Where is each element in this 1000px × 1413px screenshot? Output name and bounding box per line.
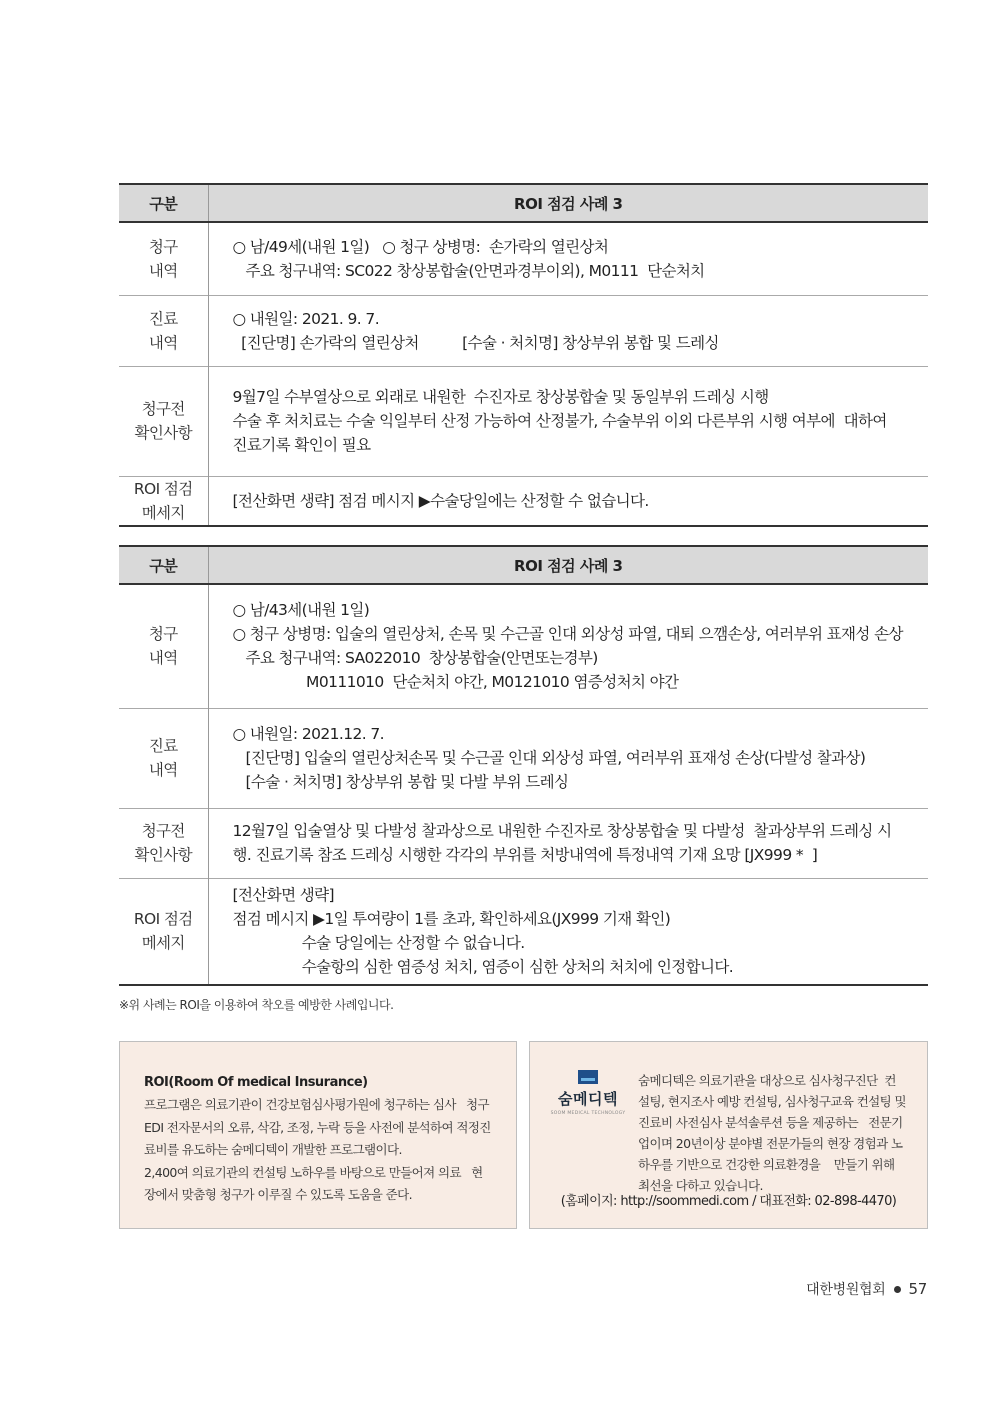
roi-info-line: 2,400여 의료기관의 컨설팅 노하우를 바탕으로 만들어져 의료 현 xyxy=(144,1164,483,1180)
row-label: 진료 내역 xyxy=(119,708,208,808)
header-category: 구분 xyxy=(119,546,208,584)
roi-warning-message: [전산화면 생략] 점검 메시지 ▶1일 투여량이 1를 초과, 확인하세요(JX999 기재 확인) 수술 당일에는 산정할 수 없습니다. 수술항의 심한 염증성 처치, 염증이 심한 상처의 처치에 인정합니다. xyxy=(232,886,734,977)
row-label: 청구전 확인사항 xyxy=(119,808,208,878)
row-label: 청구전 확인사항 xyxy=(119,366,208,476)
row-content: 9월7일 수부열상으로 외래로 내원한 수진자로 창상봉합술 및 동일부위 드레싱 시행 수술 후 처치료는 수술 익일부터 산정 가능하여 산정불가, 수술부위 이외 다른부위 시행 여부에 대하여 진료기록 확인이 필요 xyxy=(232,388,887,454)
row-content: ○ 내원일: 2021. 9. 7. [진단명] 손가락의 열린상처 [수술 · 처치명] 창상부위 봉합 및 드레싱 xyxy=(232,309,719,352)
header-category: 구분 xyxy=(119,184,208,222)
roi-info-line: 료비를 유도하는 숨메디텍이 개발한 프로그램이다. xyxy=(144,1142,402,1157)
row-label: 진료 내역 xyxy=(119,295,208,366)
row-label: 청구 내역 xyxy=(119,222,208,295)
page-number: 57 xyxy=(908,1280,927,1298)
case-table-1 xyxy=(119,183,928,527)
row-content: ○ 남/49세(내원 1일) ○ 청구 상병명: 손가락의 열린상처 주요 청구내역: SC022 창상봉합술(안면과경부이외), M0111 단순처치 xyxy=(232,237,705,280)
row-content: 12월7일 입술열상 및 다발성 찰과상으로 내원한 수진자로 창상봉합술 및 다발성 찰과상부위 드레싱 시 행. 진료기록 참조 드레싱 시행한 각각의 부위를 처방내역에 특정내역 기재 요망 [JX999 * ] xyxy=(232,822,892,864)
roi-info-line: EDI 전자문서의 오류, 삭감, 조정, 누락 등을 사전에 분석하여 적정진 xyxy=(144,1119,491,1135)
roi-info-title: ROI(Room Of medical Insurance) xyxy=(144,1075,368,1090)
row-content: ○ 남/43세(내원 1일) ○ 청구 상병명: 입술의 열린상처, 손목 및 수근골 인대 외상성 파열, 대퇴 으깸손상, 여러부위 표재성 손상 주요 청구내역: SA022010 창상봉합술(안면또는경부) M0111010 단순처치 야간, M0121010 염증성처치 야간 xyxy=(232,601,903,692)
logo-subtitle: SOOM MEDICAL TECHNOLOGY xyxy=(550,1111,626,1116)
table-header-row xyxy=(119,184,928,222)
table-header-row xyxy=(119,546,928,584)
row-pre-claim-check xyxy=(119,366,928,476)
case-table-2 xyxy=(119,545,928,986)
page-footer xyxy=(806,1279,927,1299)
row-treatment-details xyxy=(119,708,928,808)
footnote: ※위 사례는 ROI을 이용하여 착오를 예방한 사례입니다. xyxy=(119,998,394,1012)
header-title: ROI 점검 사례 3 xyxy=(208,184,928,222)
row-claim-details xyxy=(119,222,928,295)
row-label: ROI 점검 메세지 xyxy=(119,476,208,526)
company-logo xyxy=(548,1070,628,1116)
logo-mark-icon xyxy=(578,1070,598,1084)
header-title: ROI 점검 사례 3 xyxy=(208,546,928,584)
row-label: ROI 점검 메세지 xyxy=(119,878,208,985)
bullet-icon xyxy=(894,1286,901,1293)
row-treatment-details xyxy=(119,295,928,366)
roi-warning-message: [전산화면 생략] 점검 메시지 ▶수술당일에는 산정할 수 없습니다. xyxy=(232,491,649,510)
row-pre-claim-check xyxy=(119,808,928,878)
company-info-box xyxy=(529,1041,928,1229)
row-content: ○ 내원일: 2021.12. 7. [진단명] 입술의 열린상처손목 및 수근골 인대 외상성 파열, 여러부위 표재성 손상(다발성 찰과상) [수술 · 처치명] 창상부위 봉합 및 다발 부위 드레싱 xyxy=(232,725,866,791)
row-roi-message xyxy=(119,878,928,985)
row-claim-details xyxy=(119,584,928,708)
company-description: 숨메디텍은 의료기관을 대상으로 심사청구진단 컨 설팅, 현지조사 예방 컨설팅, 심사청구교육 컨설팅 및 진료비 사전심사 분석솔루션 등을 제공하는 전문기 업이며 20년이상 분야별 전문가들의 현장 경험과 노 하우를 기반으로 건강한 의료환경을 만들기 위해 최선을 다하고 있습니다. xyxy=(638,1073,906,1193)
roi-info-box xyxy=(119,1041,517,1229)
row-roi-message xyxy=(119,476,928,526)
logo-name: 숨메디텍 xyxy=(558,1090,618,1108)
roi-info-line: 프로그램은 의료기관이 건강보험심사평가원에 청구하는 심사 청구 xyxy=(144,1097,489,1112)
roi-info-line: 장에서 맞춤형 청구가 이루질 수 있도록 도움을 준다. xyxy=(144,1187,412,1202)
footer-org: 대한병원협회 xyxy=(806,1282,886,1298)
company-contact: (홈페이지: http://soommedi.com / 대표전화: 02-898-4470) xyxy=(560,1194,897,1209)
row-label: 청구 내역 xyxy=(119,584,208,708)
